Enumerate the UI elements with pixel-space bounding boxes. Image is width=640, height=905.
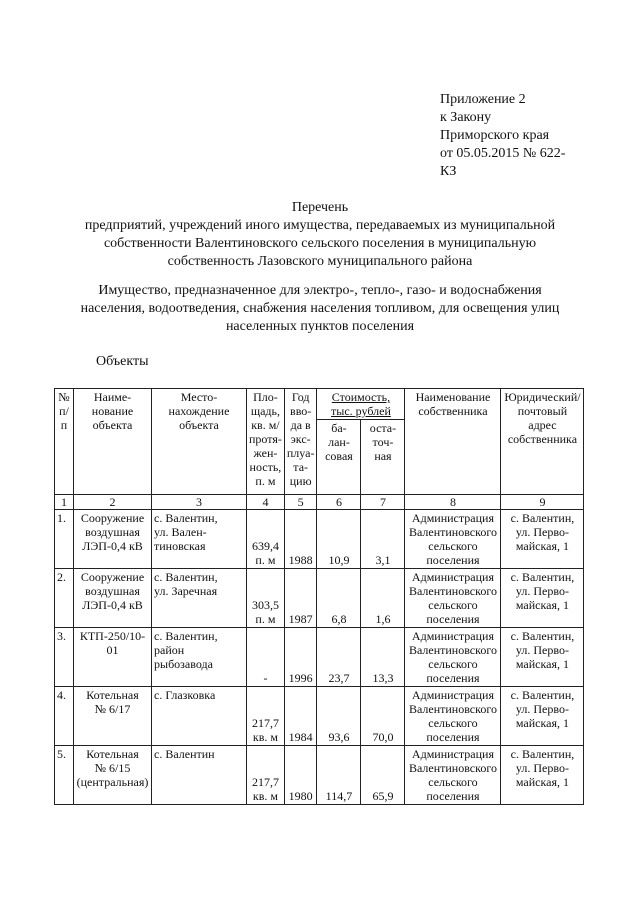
column-number: 6 <box>317 495 361 510</box>
column-number: 9 <box>501 495 584 510</box>
owner-address: с. Валентин, ул. Перво- майская, 1 <box>501 510 584 569</box>
table-row <box>55 628 584 687</box>
residual-cost: 65,9 <box>361 746 405 805</box>
title-line: собственности Валентиновского сельского поселения в муниципальную <box>103 236 537 251</box>
object-year: 1988 <box>284 510 317 569</box>
object-area: - <box>247 628 285 687</box>
header-name: Наиме- нование объекта <box>74 389 152 495</box>
title-line: предприятий, учреждений иного имущества, передаваемых из муниципальной <box>84 218 556 233</box>
header-balance: ба- лан- совая <box>317 420 361 495</box>
owner-name: Администрация Валентиновского сельского поселения <box>405 510 501 569</box>
balance-cost: 6,8 <box>317 569 361 628</box>
object-name: Сооружение воздушная ЛЭП-0,4 кВ <box>74 569 152 628</box>
appendix-line: КЗ <box>440 164 457 179</box>
column-number: 3 <box>152 495 247 510</box>
balance-cost: 10,9 <box>317 510 361 569</box>
owner-name: Администрация Валентиновского сельского поселения <box>405 569 501 628</box>
document-subtitle <box>40 282 600 336</box>
header-residual: оста- точ- ная <box>361 420 405 495</box>
object-name: КТП-250/10- 01 <box>74 628 152 687</box>
table-body <box>55 389 584 805</box>
owner-address: с. Валентин, ул. Перво- майская, 1 <box>501 628 584 687</box>
column-number: 7 <box>361 495 405 510</box>
object-location: с. Валентин, ул. Заречная <box>152 569 247 628</box>
owner-address: с. Валентин, ул. Перво- майская, 1 <box>501 687 584 746</box>
appendix-line: от 05.05.2015 № 622- <box>440 146 566 161</box>
balance-cost: 93,6 <box>317 687 361 746</box>
row-num: 3. <box>55 628 74 687</box>
row-num: 5. <box>55 746 74 805</box>
object-name: Сооружение воздушная ЛЭП-0,4 кВ <box>74 510 152 569</box>
object-location: с. Глазковка <box>152 687 247 746</box>
row-num: 1. <box>55 510 74 569</box>
column-number: 5 <box>284 495 317 510</box>
object-location: с. Валентин <box>152 746 247 805</box>
balance-cost: 114,7 <box>317 746 361 805</box>
object-location: с. Валентин, район рыбозавода <box>152 628 247 687</box>
objects-label: Объекты <box>96 354 149 369</box>
appendix-line: к Закону <box>440 110 492 125</box>
object-name: Котельная № 6/17 <box>74 687 152 746</box>
appendix-note <box>440 91 600 181</box>
owner-name: Администрация Валентиновского сельского поселения <box>405 687 501 746</box>
column-number: 1 <box>55 495 74 510</box>
table-row <box>55 746 584 805</box>
object-area: 303,5 п. м <box>247 569 285 628</box>
object-year: 1984 <box>284 687 317 746</box>
column-number: 2 <box>74 495 152 510</box>
object-area: 217,7 кв. м <box>247 687 285 746</box>
owner-address: с. Валентин, ул. Перво- майская, 1 <box>501 569 584 628</box>
residual-cost: 70,0 <box>361 687 405 746</box>
appendix-line: Приложение 2 <box>440 92 526 107</box>
table-row <box>55 687 584 746</box>
header-row <box>55 389 584 420</box>
document-title <box>40 199 600 271</box>
object-area: 217,7 кв. м <box>247 746 285 805</box>
header-cost: Стоимость, тыс. рублей <box>317 389 405 420</box>
residual-cost: 3,1 <box>361 510 405 569</box>
subtitle-line: населенных пунктов поселения <box>225 319 415 334</box>
header-location: Место- нахождение объекта <box>152 389 247 495</box>
row-num: 4. <box>55 687 74 746</box>
object-area: 639,4 п. м <box>247 510 285 569</box>
subtitle-line: населения, водоотведения, снабжения населения топливом, для освещения улиц <box>80 301 560 316</box>
title-line: собственность Лазовского муниципального района <box>167 254 473 269</box>
table-row <box>55 510 584 569</box>
row-num: 2. <box>55 569 74 628</box>
header-num: № п/п <box>55 389 74 495</box>
header-address: Юридический/ почтовый адрес собственника <box>501 389 584 495</box>
appendix-line: Приморского края <box>440 128 550 143</box>
subtitle-line: Имущество, предназначенное для электро-, тепло-, газо- и водоснабжения <box>98 283 542 298</box>
header-year: Год вво- да в экс- плуа- та- цию <box>284 389 317 495</box>
table-row <box>55 569 584 628</box>
column-number: 4 <box>247 495 285 510</box>
object-location: с. Валентин, ул. Вален- тиновская <box>152 510 247 569</box>
balance-cost: 23,7 <box>317 628 361 687</box>
owner-name: Администрация Валентиновского сельского поселения <box>405 628 501 687</box>
column-number: 8 <box>405 495 501 510</box>
column-number-row <box>55 495 584 510</box>
object-name: Котельная № 6/15 (центральная) <box>74 746 152 805</box>
header-owner: Наименование собственника <box>405 389 501 495</box>
owner-name: Администрация Валентиновского сельского поселения <box>405 746 501 805</box>
object-year: 1987 <box>284 569 317 628</box>
object-year: 1996 <box>284 628 317 687</box>
object-year: 1980 <box>284 746 317 805</box>
residual-cost: 1,6 <box>361 569 405 628</box>
residual-cost: 13,3 <box>361 628 405 687</box>
header-area: Пло- щадь, кв. м/ протя- жен- ность, п. м <box>247 389 285 495</box>
property-table <box>54 388 584 805</box>
title-line: Перечень <box>291 200 349 215</box>
owner-address: с. Валентин, ул. Перво- майская, 1 <box>501 746 584 805</box>
